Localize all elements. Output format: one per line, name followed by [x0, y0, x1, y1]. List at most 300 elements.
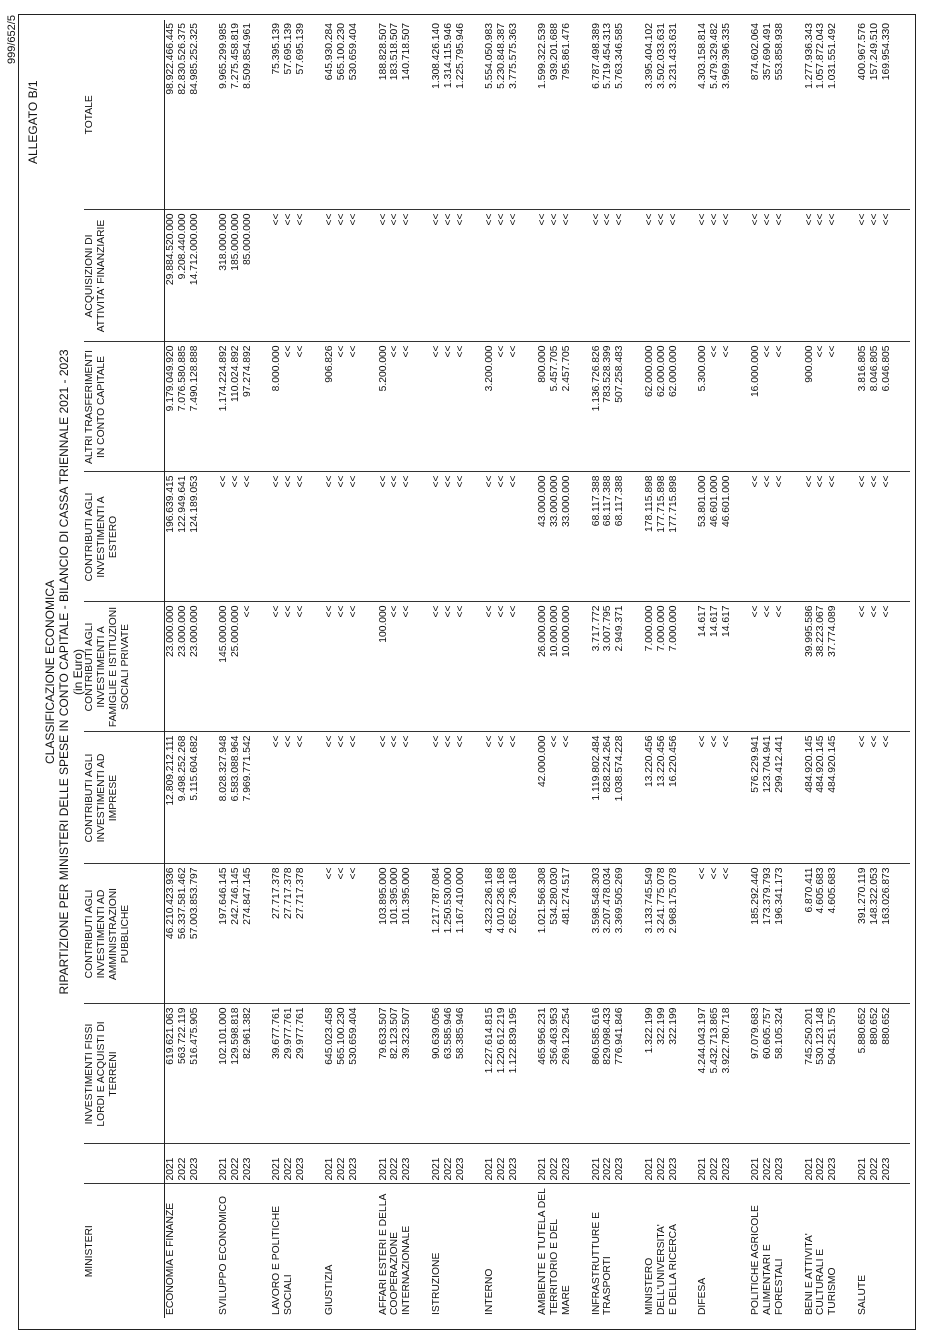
cell-value: 645.023.458	[324, 1007, 336, 1065]
value-cell	[484, 472, 537, 602]
cell-value: <<	[389, 605, 401, 618]
column-header-contributi-pa: CONTRIBUTI AGLI INVESTIMENTI AD AMMINISTRAZIONI PUBBLICHE	[84, 864, 165, 1004]
table-row	[165, 20, 218, 1318]
cell-value: <<	[750, 475, 762, 488]
cell-value: 23.000.000	[188, 605, 200, 658]
cell-value: 274.847.145	[241, 867, 253, 925]
value-cell	[537, 210, 590, 342]
cell-value: 3.816.805	[856, 345, 868, 392]
table-row	[431, 20, 484, 1318]
cell-value: 2.949.371	[614, 605, 626, 652]
year-value: 2022	[336, 1157, 348, 1181]
ministry-name	[537, 1184, 590, 1318]
year-cell	[697, 1144, 750, 1184]
cell-value: 14.617	[697, 605, 708, 637]
cell-value: <<	[815, 475, 827, 488]
cell-value: 1.250.530.000	[442, 867, 454, 934]
ministry-name-line: ECONOMIA E FINANZE	[165, 1202, 176, 1315]
value-cell	[324, 342, 377, 472]
cell-value: 507.258.483	[614, 345, 626, 403]
value-cell	[218, 864, 271, 1004]
cell-value: 12.809.212.111	[165, 735, 176, 806]
cell-value: <<	[655, 213, 667, 226]
ministry-name	[378, 1184, 431, 1318]
cell-value: 13.220.456	[655, 735, 667, 788]
value-cell	[218, 732, 271, 864]
value-cell	[537, 1004, 590, 1144]
cell-value: <<	[868, 735, 880, 748]
cell-value: 1.225.795.946	[454, 23, 466, 89]
cell-value: <<	[774, 475, 786, 488]
cell-value: <<	[827, 345, 839, 358]
cell-value: 177.715.898	[667, 475, 679, 533]
cell-value: 90.639.056	[430, 1007, 442, 1060]
cell-value: 38.223.067	[815, 605, 827, 658]
year-value: 2023	[507, 1157, 519, 1181]
cell-value: 27.717.378	[282, 867, 294, 920]
cell-value: <<	[708, 735, 720, 748]
cell-value: 504.251.575	[827, 1007, 839, 1065]
cell-value: <<	[241, 605, 253, 618]
value-cell	[537, 472, 590, 602]
cell-value: <<	[294, 213, 306, 226]
total-cell	[537, 20, 590, 210]
cell-value: 1.119.802.484	[590, 735, 602, 801]
cell-value: 196.341.173	[774, 867, 786, 925]
cell-value: <<	[507, 345, 519, 358]
cell-value: 3.969.396.335	[720, 23, 732, 89]
year-value: 2021	[484, 1157, 495, 1181]
cell-value: <<	[507, 213, 519, 226]
cell-value: 27.717.378	[271, 867, 282, 920]
cell-value: 75.395.139	[271, 23, 282, 75]
cell-value: 6.870.411	[803, 867, 815, 913]
year-value: 2021	[697, 1157, 708, 1181]
cell-value: <<	[430, 345, 442, 358]
cell-value: 2.968.175.078	[667, 867, 679, 934]
cell-value: <<	[430, 213, 442, 226]
value-cell	[218, 602, 271, 732]
cell-value: 123.704.941	[762, 735, 774, 793]
cell-value: 3.395.404.102	[643, 23, 655, 89]
cell-value: <<	[549, 213, 561, 226]
cell-value: <<	[697, 867, 708, 880]
total-cell	[218, 20, 271, 210]
cell-value: <<	[430, 475, 442, 488]
cell-value: 299.412.441	[774, 735, 786, 793]
cell-value: 196.639.415	[165, 475, 176, 533]
cell-value: 39.995.586	[803, 605, 815, 658]
cell-value: 8.028.327.948	[217, 735, 229, 802]
cell-value: <<	[507, 605, 519, 618]
cell-value: <<	[880, 735, 892, 748]
column-header-attivita-finanziarie: ACQUISIZIONI DI ATTIVITA' FINANZIARIE	[84, 210, 165, 342]
cell-value: 97.274.892	[241, 345, 253, 398]
cell-value: 745.250.201	[803, 1007, 815, 1065]
cell-value: <<	[762, 605, 774, 618]
cell-value: <<	[348, 475, 360, 488]
value-cell	[750, 732, 803, 864]
value-cell	[750, 210, 803, 342]
value-cell	[271, 602, 324, 732]
cell-value: 1.136.726.826	[590, 345, 602, 412]
cell-value: 5.457.705	[549, 345, 561, 392]
total-cell	[165, 20, 218, 210]
total-cell	[431, 20, 484, 210]
table-row	[271, 20, 324, 1318]
year-value: 2023	[241, 1157, 253, 1181]
value-cell	[271, 342, 324, 472]
cell-value: 242.746.145	[229, 867, 241, 925]
cell-value: 565.100.230	[336, 23, 348, 81]
cell-value: 9.498.252.268	[176, 735, 188, 802]
cell-value: 82.123.507	[389, 1007, 401, 1060]
value-cell	[165, 1004, 218, 1144]
cell-value: 9.179.049.920	[165, 345, 176, 412]
cell-value: <<	[324, 605, 336, 618]
cell-value: <<	[708, 213, 720, 226]
value-cell	[165, 732, 218, 864]
year-value: 2023	[401, 1157, 413, 1181]
cell-value: 163.026.873	[880, 867, 892, 925]
title-ripartizione: RIPARTIZIONE PER MINISTERI DELLE SPESE IN CONTO CAPITALE - BILANCIO DI CASSA TRIENNALE 2021 - 2023	[57, 349, 71, 995]
cell-value: <<	[229, 475, 241, 488]
cell-value: <<	[762, 475, 774, 488]
cell-value: <<	[815, 213, 827, 226]
value-cell	[644, 864, 697, 1004]
title-units: (in Euro)	[71, 649, 85, 696]
cell-value: <<	[348, 735, 360, 748]
cell-value: <<	[774, 605, 786, 618]
year-cell	[378, 1144, 431, 1184]
cell-value: 57.695.139	[282, 23, 294, 75]
year-value: 2022	[176, 1157, 188, 1181]
cell-value: 197.646.145	[217, 867, 229, 925]
value-cell	[537, 342, 590, 472]
cell-value: 101.395.000	[401, 867, 413, 925]
document-code: 999/652/5	[6, 15, 18, 64]
cell-value: 169.954.330	[880, 23, 892, 81]
cell-value: 322.199	[667, 1007, 679, 1045]
cell-value: 7.076.580.885	[176, 345, 188, 412]
cell-value: 465.956.231	[537, 1007, 549, 1065]
value-cell	[378, 602, 431, 732]
cell-value: 3.502.033.631	[655, 23, 667, 89]
cell-value: <<	[442, 475, 454, 488]
cell-value: <<	[442, 605, 454, 618]
cell-value: 33.000.000	[561, 475, 573, 528]
cell-value: 880.652	[880, 1007, 892, 1045]
cell-value: 1.031.551.492	[827, 23, 839, 89]
year-cell	[804, 1144, 857, 1184]
cell-value: 29.884.520.000	[165, 213, 176, 286]
ministry-name-line: TERRITORIO E DEL MARE	[549, 1219, 573, 1315]
value-cell	[697, 472, 750, 602]
cell-value: 101.395.000	[389, 867, 401, 925]
table-row	[484, 20, 537, 1318]
ministry-name	[271, 1184, 324, 1318]
cell-value: 783.528.399	[602, 345, 614, 403]
cell-value: 63.585.946	[442, 1007, 454, 1060]
cell-value: 5.719.454.313	[602, 23, 614, 89]
value-cell	[697, 342, 750, 472]
value-cell	[697, 1004, 750, 1144]
cell-value: <<	[377, 475, 389, 488]
value-cell	[324, 210, 377, 342]
cell-value: 860.585.616	[590, 1007, 602, 1065]
cell-value: 98.922.466.445	[165, 23, 176, 95]
year-value: 2023	[454, 1157, 466, 1181]
cell-value: 1.322.199	[643, 1007, 655, 1054]
ministry-name	[165, 1184, 218, 1318]
cell-value: <<	[856, 213, 868, 226]
cell-value: 23.000.000	[176, 605, 188, 658]
cell-value: 900.000	[803, 345, 815, 383]
ministry-name-line: INTERNAZIONALE	[401, 1225, 413, 1315]
cell-value: <<	[720, 213, 732, 226]
value-cell	[271, 1004, 324, 1144]
value-cell	[804, 602, 857, 732]
year-value: 2021	[537, 1157, 549, 1181]
value-cell	[431, 342, 484, 472]
cell-value: <<	[271, 213, 282, 226]
cell-value: 103.895.000	[377, 867, 389, 925]
table-row	[324, 20, 377, 1318]
cell-value: 57.003.853.797	[188, 867, 200, 940]
value-cell	[324, 864, 377, 1004]
cell-value: <<	[348, 605, 360, 618]
year-cell	[644, 1144, 697, 1184]
year-cell	[324, 1144, 377, 1184]
ministry-name-line: AMBIENTE E TUTELA DEL	[537, 1188, 549, 1315]
cell-value: 185.000.000	[229, 213, 241, 271]
cell-value: <<	[880, 213, 892, 226]
ministry-name	[324, 1184, 377, 1318]
value-cell	[591, 602, 644, 732]
cell-value: 84.985.252.325	[188, 23, 200, 95]
cell-value: 1.314.115.946	[442, 23, 454, 89]
cell-value: <<	[454, 605, 466, 618]
year-cell	[218, 1144, 271, 1184]
cell-value: 60.605.757	[762, 1007, 774, 1060]
cell-value: 129.598.818	[229, 1007, 241, 1065]
value-cell	[591, 472, 644, 602]
cell-value: 68.117.388	[590, 475, 602, 527]
cell-value: <<	[774, 345, 786, 358]
table-body	[165, 20, 911, 1318]
cell-value: <<	[401, 605, 413, 618]
cell-value: <<	[827, 213, 839, 226]
ministry-name-line: TRASPORTI	[602, 1256, 614, 1315]
cell-value: <<	[389, 475, 401, 488]
cell-value: 62.000.000	[643, 345, 655, 398]
value-cell	[804, 732, 857, 864]
column-header-altri-trasferimenti: ALTRI TRASFERIMENTI IN CONTO CAPITALE	[84, 342, 165, 472]
cell-value: <<	[868, 213, 880, 226]
cell-value: <<	[856, 605, 868, 618]
cell-value: <<	[336, 345, 348, 358]
cell-value: <<	[750, 213, 762, 226]
value-cell	[324, 472, 377, 602]
cell-value: 7.490.128.888	[188, 345, 200, 412]
table-row	[218, 20, 271, 1318]
value-cell	[324, 1004, 377, 1144]
cell-value: <<	[495, 213, 507, 226]
value-cell	[644, 472, 697, 602]
value-cell	[324, 602, 377, 732]
year-value: 2023	[667, 1157, 679, 1181]
cell-value: <<	[614, 213, 626, 226]
cell-value: <<	[774, 213, 786, 226]
cell-value: 5.554.050.983	[484, 23, 495, 89]
cell-value: 1.217.787.084	[430, 867, 442, 934]
value-cell	[857, 602, 910, 732]
year-cell	[537, 1144, 590, 1184]
cell-value: <<	[827, 475, 839, 488]
total-cell	[697, 20, 750, 210]
year-cell	[165, 1144, 218, 1184]
cell-value: <<	[880, 475, 892, 488]
total-cell	[324, 20, 377, 210]
cell-value: 3.207.478.034	[602, 867, 614, 934]
cell-value: 484.920.145	[815, 735, 827, 793]
column-header-contributi-imprese: CONTRIBUTI AGLI INVESTIMENTI AD IMPRESE	[84, 732, 165, 864]
cell-value: <<	[282, 735, 294, 748]
cell-value: 68.117.388	[602, 475, 614, 527]
ministry-name-line: ISTRUZIONE	[430, 1252, 442, 1315]
ministry-name-line: ALIMENTARI E FORESTALI	[762, 1244, 786, 1315]
year-value: 2021	[856, 1157, 868, 1181]
cell-value: 7.000.000	[667, 605, 679, 652]
cell-value: 46.210.423.936	[165, 867, 176, 940]
cell-value: <<	[430, 735, 442, 748]
cell-value: 5.200.000	[377, 345, 389, 392]
cell-value: <<	[708, 345, 720, 358]
value-cell	[644, 210, 697, 342]
cell-value: 530.659.404	[348, 1007, 360, 1065]
value-cell	[804, 1004, 857, 1144]
year-value: 2021	[590, 1157, 602, 1181]
cell-value: 27.717.378	[294, 867, 306, 920]
cell-value: <<	[537, 213, 549, 226]
year-cell	[431, 1144, 484, 1184]
cell-value: 795.861.476	[561, 23, 573, 81]
cell-value: 100.000	[377, 605, 389, 643]
year-value: 2021	[271, 1157, 282, 1181]
cell-value: 85.000.000	[241, 213, 253, 266]
value-cell	[378, 1004, 431, 1144]
ministry-name	[697, 1184, 750, 1318]
cell-value: 8.000.000	[271, 345, 282, 392]
value-cell	[537, 732, 590, 864]
cell-value: 3.598.548.303	[590, 867, 602, 934]
cell-value: 173.379.793	[762, 867, 774, 925]
ministry-name	[857, 1184, 910, 1318]
cell-value: 26.000.000	[537, 605, 549, 658]
cell-value: <<	[880, 605, 892, 618]
cell-value: <<	[430, 605, 442, 618]
year-value: 2021	[430, 1157, 442, 1181]
value-cell	[431, 210, 484, 342]
value-cell	[804, 472, 857, 602]
cell-value: 3.007.795	[602, 605, 614, 652]
year-value: 2022	[495, 1157, 507, 1181]
cell-value: <<	[282, 605, 294, 618]
value-cell	[750, 1004, 803, 1144]
value-cell	[857, 1004, 910, 1144]
cell-value: 5.432.713.865	[708, 1007, 720, 1074]
year-value: 2021	[750, 1157, 762, 1181]
cell-value: <<	[868, 605, 880, 618]
year-value: 2022	[708, 1157, 720, 1181]
year-cell	[857, 1144, 910, 1184]
cell-value: 7.969.771.542	[241, 735, 253, 802]
cell-value: 8.046.805	[868, 345, 880, 392]
value-cell	[750, 864, 803, 1004]
cell-value: 68.117.388	[614, 475, 626, 527]
cell-value: 157.249.510	[868, 23, 880, 81]
cell-value: <<	[294, 735, 306, 748]
column-header-ministeri: MINISTERI	[84, 1184, 165, 1318]
cell-value: 188.828.507	[377, 23, 389, 81]
year-value: 2021	[377, 1157, 389, 1181]
cell-value: 13.220.456	[643, 735, 655, 788]
value-cell	[804, 342, 857, 472]
value-cell	[378, 342, 431, 472]
year-value: 2021	[217, 1157, 229, 1181]
ministry-name-line: AFFARI ESTERI E DELLA	[377, 1193, 389, 1315]
year-value: 2022	[868, 1157, 880, 1181]
cell-value: 4.605.683	[827, 867, 839, 914]
ministry-name-line: DIFESA	[697, 1277, 708, 1315]
cell-value: 185.292.440	[750, 867, 762, 925]
value-cell	[484, 864, 537, 1004]
year-value: 2022	[602, 1157, 614, 1181]
cell-value: 874.602.064	[750, 23, 762, 81]
value-cell	[857, 864, 910, 1004]
value-cell	[591, 1004, 644, 1144]
cell-value: 619.621.063	[165, 1007, 176, 1065]
cell-value: 1.277.936.343	[803, 23, 815, 89]
cell-value: <<	[549, 735, 561, 748]
cell-value: <<	[507, 475, 519, 488]
ministry-name-line: COOPERAZIONE	[389, 1232, 401, 1315]
cell-value: <<	[697, 213, 708, 226]
allegato-label: ALLEGATO B/1	[26, 80, 40, 164]
cell-value: 318.000.000	[217, 213, 229, 271]
cell-value: <<	[484, 605, 495, 618]
value-cell	[644, 602, 697, 732]
cell-value: 140.718.507	[401, 23, 413, 81]
table-row	[750, 20, 803, 1318]
cell-value: <<	[495, 475, 507, 488]
value-cell	[591, 732, 644, 864]
cell-value: <<	[389, 345, 401, 358]
value-cell	[165, 472, 218, 602]
cell-value: <<	[241, 475, 253, 488]
cell-value: <<	[271, 605, 282, 618]
cell-value: 124.189.053	[188, 475, 200, 533]
cell-value: 4.323.236.168	[484, 867, 495, 934]
cell-value: 1.174.224.892	[217, 345, 229, 412]
cell-value: 4.303.158.814	[697, 23, 708, 89]
year-value: 2022	[442, 1157, 454, 1181]
cell-value: <<	[750, 605, 762, 618]
ministry-name-line: INFRASTRUTTURE E	[590, 1212, 602, 1315]
cell-value: 553.858.938	[774, 23, 786, 81]
year-value: 2021	[324, 1157, 336, 1181]
cell-value: <<	[561, 213, 573, 226]
